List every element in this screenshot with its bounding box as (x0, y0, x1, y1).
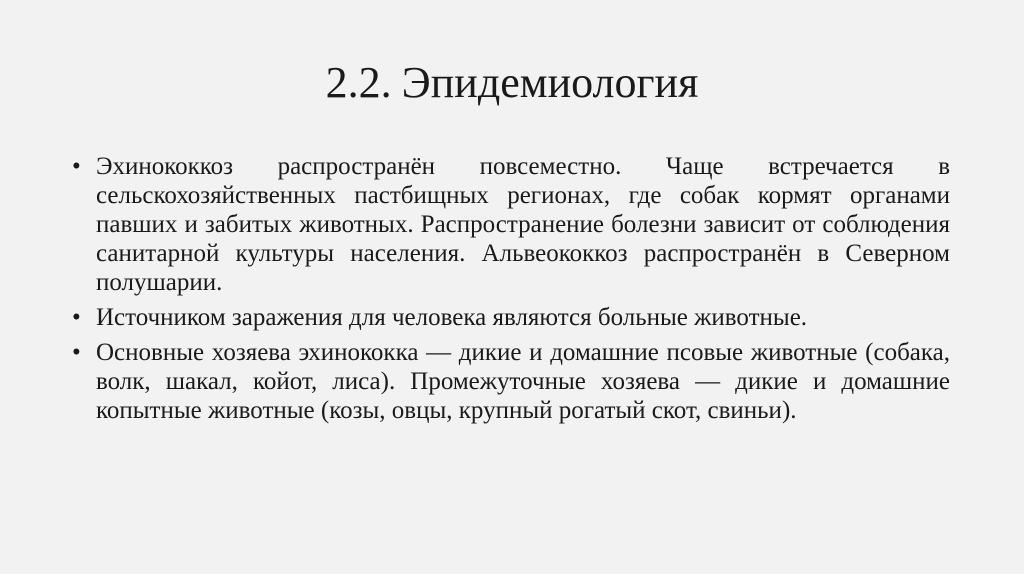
bullet-point-icon: • (72, 153, 81, 180)
bullet-point-icon: • (72, 304, 81, 331)
bullet-point-icon: • (72, 339, 81, 366)
bullet-item-infection-source (70, 303, 950, 332)
slide-title (0, 55, 1024, 111)
bullet-item-hosts (70, 338, 950, 425)
bullet-text: Эхинококкоз распространён повсеместно. Чаще встречается в сельскохозяйственных пастбищных регионах, где собак кормят органами павших и забитых животных. Распространение болезни зависит от соблюдения санитарной культуры населения. Альвеококкоз распространён в Северном полушарии. (96, 153, 950, 296)
bullet-list (70, 152, 950, 431)
title-text: Эпидемиология (401, 58, 699, 107)
bullet-item-distribution (70, 152, 950, 297)
bullet-text: Источником заражения для человека являются больные животные. (96, 304, 808, 331)
bullet-text: Основные хозяева эхинококка — дикие и домашние псовые животные (собака, волк, шакал, койот, лиса). Промежуточные хозяева — дикие и домашние копытные животные (козы, овцы, крупный рогатый скот, свиньи). (96, 339, 950, 424)
title-number: 2.2. (325, 58, 392, 107)
